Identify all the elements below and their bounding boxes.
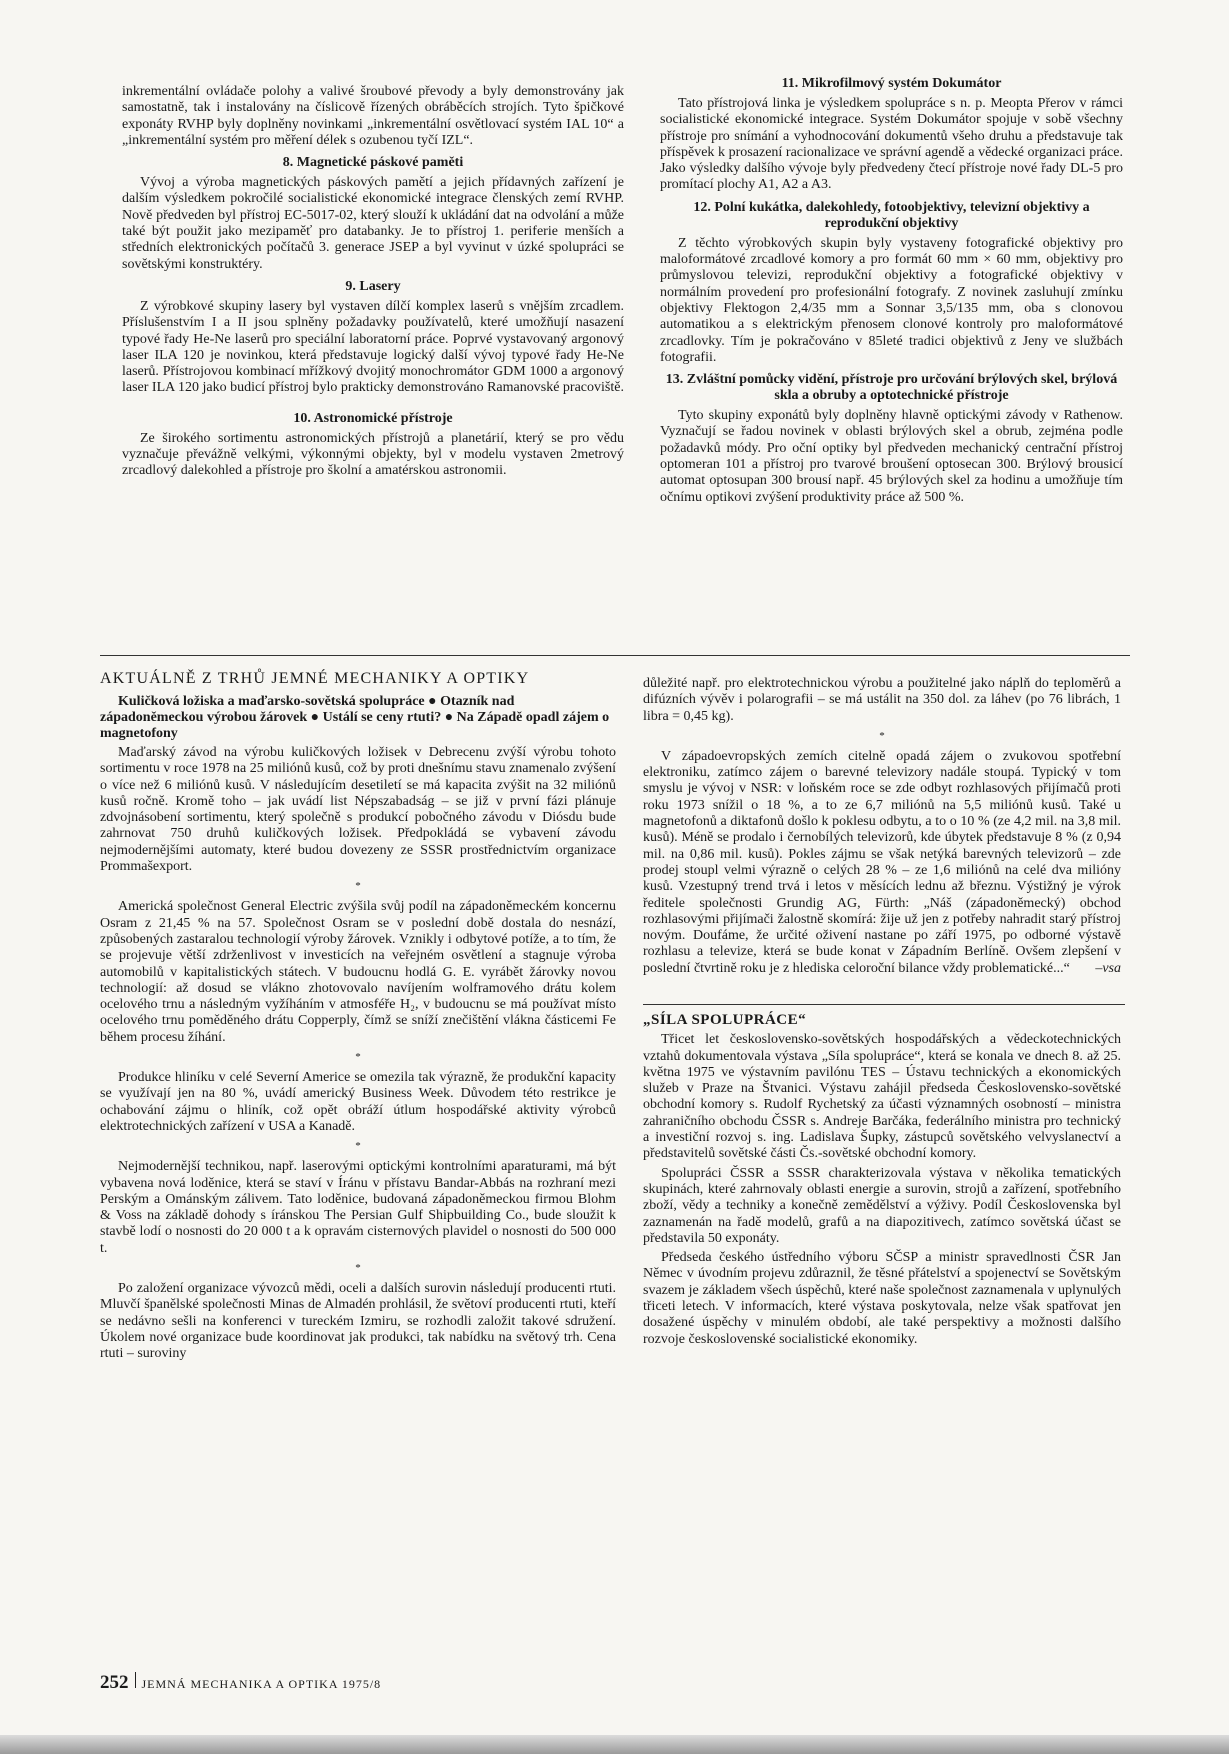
intro-paragraph: inkrementální ovládače polohy a valivé šroubové převody a byly demonstrovány jak samostatně, tak i instalovány na číslicově řízených obráběcích strojích. Tyto špičkové exponáty RVHP byly doplněny novinkami „inkrementální osvětlovací systém IAL 10“ a „inkrementální systém pro měření délek s ozubenou tyčí IZL“. [122, 84, 624, 148]
section-8-text: Vývoj a výroba magnetických páskových pamětí a jejich přídavných zařízení je dalším výsledkem pokročilé socialistické ekonomické integrace členských zemí RVHP. Nově předveden byl přístroj EC-5017-02, který slouží k ukládání dat na odvolání a může také být použit jako mezipaměť pro databanky. Je to přístroj 1. periferie menších a středních elektronických počítačů 3. generace JSEP a byl vyvinut v úzké spolupráci se sovětskými konstruktéry. [122, 175, 624, 272]
page-number: 252 [100, 1672, 129, 1693]
section-13-text: Tyto skupiny exponátů byly doplněny hlavně optickými závody v Rathenow. Vyznačují se řadou novinek v oblasti brýlových skel a obrub, zejména podle požadavků módy. Pro oční optiky byl předveden mechanický centrační přístroj optomeran 101 a přístroj pro tvarové broušení optosecan 300. Brýlový brousicí automat optosupan 300 brousí např. 45 brýlových skel za hodinu a umožňuje tím očnímu optikovi zvýšení produktivity práce až 500 %. [660, 408, 1123, 505]
page-footer [100, 1672, 381, 1694]
section-12-title: 12. Polní kukátka, dalekohledy, fotoobjektivy, televizní objektivy a reprodukční objektivy [693, 199, 1090, 231]
sila-spoluprace-article [643, 1012, 1121, 1351]
top-left-column [122, 84, 624, 483]
market-news-column [100, 670, 616, 1366]
separator-star: * [355, 1140, 361, 1153]
market-section-title: AKTUÁLNĚ Z TRHŮ JEMNÉ MECHANIKY A OPTIKY [100, 670, 530, 687]
article-divider [643, 1004, 1125, 1005]
market-paragraph-5-continued: důležité např. pro elektrotechnickou výrobu a použitelné jako náplň do teploměrů a difúzních vývěv i polarografii – se má ustálit na 350 dol. za láhev (po 76 librách, 1 libra = 0,45 kg). [643, 676, 1121, 724]
separator-star: * [355, 880, 361, 893]
market-paragraph-4: Nejmodernější technikou, např. laserovými optickými kontrolními aparaturami, má být vybavena nová loděnice, která se staví v Íránu v přístavu Bandar-Abbás na rozhraní mezi Perským a Ománským zálivem. Tato loděnice, budovaná západoněmeckou firmou Blohm & Voss na základě dohody s íránskou The Persian Gulf Shipbuilding Co., bude sloužit k stavbě lodí o nosnosti do 20 000 t a k opravám cisternových plavidel o nosnosti do 500 000 t. [100, 1159, 616, 1256]
section-10-text: Ze širokého sortimentu astronomických přístrojů a planetárií, který se pro vědu vyznačuje převážně velkými, výkonnými objekty, byl v modelu vystaven 2metrový zrcadlový dalekohled a přístroje pro školní a amatérskou astronomii. [122, 430, 624, 479]
section-12-text: Z těchto výrobkových skupin byly vystaveny fotografické objektivy pro maloformátové zrcadlové komory a pro formát 60 mm × 60 mm, objektivy pro průmyslovou televizi, reprodukční objektivy a fotografické objektivy v normálním provedení pro profesionální fotografy. Z novinek zasluhují zmínku objektivy Flektogon 2,4/35 mm a Sonnar 3,5/135 mm, oba s clonovou automatikou a s elektrickým přenosem clonové kontroly pro maloformátové zrcadlovky. Tím je pokračováno v 85leté tradici objektivů z Jeny ve službách fotografii. [660, 235, 1123, 365]
section-9-title: 9. Lasery [345, 278, 401, 294]
scan-edge-shadow [0, 1735, 1229, 1754]
market-paragraph-5: Po založení organizace vývozců mědi, oceli a dalších surovin následují producenti rtuti. Mluvčí španělské společnosti Minas de Almadén prohlásil, že světoví producenti rtuti, kteří se nedávno sešli na konferenci v tureckém Izmiru, se rozhodli založit takové sdružení. Úkolem nové organizace bude koordinovat jak produkci, tak nabídku na světový trh. Cena rtuti – suroviny [100, 1281, 616, 1362]
market-lead: Kuličková ložiska a maďarsko-sovětská spolupráce ● Otazník nad západoněmeckou výrobou žárovek ● Ustálí se ceny rtuti? ● Na Západě opadl zájem o magnetofony [100, 694, 610, 741]
sila-paragraph-1: Třicet let československo-sovětských hospodářských a vědeckotechnických vztahů dokumentovala výstava „Síla spolupráce“, která se konala ve dnech 8. až 25. května 1975 ve výstavním pavilónu TES – Ústavu technických a ekonomických služeb v Praze na Štvanici. Výstavu zahájil předseda Československo-sovětské obchodní komory s. Rudolf Rychetský za účasti významných osobností – ministra zahraničního obchodu ČSSR s. Andreje Barčáka, federálního ministra pro technický a investiční rozvoj s. ing. Ladislava Šupky, zástupců sovětského velvyslanectví a představitelů sovětské části Čs.-sovětské obchodní komory. [643, 1032, 1121, 1162]
section-13-title: 13. Zvláštní pomůcky vidění, přístroje pro určování brýlových skel, brýlová skla a obruby a optotechnické přístroje [665, 372, 1118, 404]
sila-article-title: „SÍLA SPOLUPRÁCE“ [643, 1012, 807, 1028]
author-signature: –vsa [1095, 960, 1121, 976]
section-8-title: 8. Magnetické páskové paměti [282, 155, 464, 171]
separator-star: * [355, 1051, 361, 1064]
sila-paragraph-3: Předseda českého ústředního výboru SČSP a ministr spravedlnosti ČSR Jan Němec v úvodním projevu zdůraznil, že těsné přátelství a spojenectví se Sovětským svazem je základem všech úspěchů, které naše společnost zaznamenala v uplynulých třiceti letech. V informacích, které výstava poskytovala, nelze však spatřovat jen dosažené úspěchy v minulém období, ale také perspektivy a možnosti dalšího rozvoje československé socialistické ekonomiky. [643, 1250, 1121, 1347]
separator-star: * [879, 729, 885, 742]
journal-name: JEMNÁ MECHANIKA A OPTIKA 1975/8 [141, 1677, 382, 1691]
footer-divider [135, 1672, 136, 1688]
separator-star: * [355, 1262, 361, 1275]
section-11-text: Tato přístrojová linka je výsledkem spolupráce s n. p. Meopta Přerov v rámci socialistické ekonomické integrace. Systém Dokumátor spojuje v sobě všechny přístroje pro snímání a vyhodnocování dokumentů všeho druhu a představuje tak příspěvek k prosazení racionalizace ve správní agendě a vědecké organizaci práce. Jako výsledky dalšího vývoje byly předvedeny čtecí přístroje nové řady DL-5 pro promítací plochy A1, A2 a A3. [660, 96, 1123, 193]
market-news-continued [643, 676, 1121, 980]
section-10-title: 10. Astronomické přístroje [293, 410, 453, 426]
section-9-text: Z výrobkové skupiny lasery byl vystaven dílčí komplex laserů s vnějším zrcadlem. Příslušenstvím I a II jsou splněny požadavky používatelů, které umožňují nasazení typové řady He-Ne laserů pro speciální laboratorní práce. Poprvé vystavovaný argonový laser ILA 120 je novinkou, která představuje logický další vývoj typové řady He-Ne laserů. Přístrojovou kombinací mřížkový dvojitý monochromátor GDM 1000 a argonový laser ILA 120 jako budicí přístroj bylo prakticky demonstrováno Ramanovské pracoviště. [122, 298, 624, 396]
horizontal-divider [100, 655, 1130, 656]
section-11-title: 11. Mikrofilmový systém Dokumátor [781, 76, 1002, 91]
market-paragraph-2: Americká společnost General Electric zvýšila svůj podíl na západoněmeckém koncernu Osram z 21,45 % na 57. Společnost Osram se v poslední době dostala do nesnází, způsobených zastaralou technologií výroby žárovek. Vznikly i odbytové potíže, a to tím, že se projevuje větší zdrženlivost v investicích na veřejném osvětlení a stagnuje výroba automobilů v kapitalistických státech. V budoucnu hodlá G. E. vyrábět žárovky novou technologií: až dosud se vlákno zhotovovalo navíjením wolframového drátu kolem ocelového trnu a následným vyžíháním v atmosféře H₂, v budoucnu se má používat místo ocelového trnu poměděného drátu Copperply, čímž se sníží znečištění vlákna částicemi Fe během procesu žíhání. [100, 899, 616, 1045]
market-paragraph-1: Maďarský závod na výrobu kuličkových ložisek v Debrecenu zvýší výrobu tohoto sortimentu v roce 1978 na 25 miliónů kusů, což by proti dnešnímu stavu znamenalo zvýšení o více než 6 miliónů kusů. V následujícím desetiletí se má kapacita zvýšit na 32 miliónů kusů ročně. Kromě toho – jak uvádí list Népszabadság – se již v první fázi plánuje zdvojnásobení sortimentu, který společně s produkcí pobočného závodu v Diósdu bude zahrnovat 750 druhů kuličkových ložisek. Předpokládá se vybavení závodu nejmodernějšími automaty, které budou dovezeny ze SSSR prostřednictvím organizace Prommašexport. [100, 745, 616, 875]
market-paragraph-3: Produkce hliníku v celé Severní Americe se omezila tak výrazně, že produkční kapacity se využívají jen na 80 %, uvádí americký Business Week. Důvodem této restrikce je ochabování zájmu o hliník, což opět obráží útlum hospodářské aktivity výrobců elektrotechnických zařízení v USA a Kanadě. [100, 1070, 616, 1134]
market-paragraph-6 [643, 749, 1121, 977]
market-paragraph-6-text: V západoevropských zemích citelně opadá zájem o zvukovou spotřební elektroniku, zatímco zájem o barevné televizory nadále stoupá. Typický v tom smyslu je vývoj v NSR: v loňském roce se zde odbyt rozhlasových přijímačů proti roku 1973 snížil o 18 %, a to ze 6,7 miliónů na 5,5 miliónů kusů. Také u magnetofonů a diktafonů došlo k poklesu odbytu, a to o 10 % (ze 4,2 mil. na 3,8 mil. kusů). Méně se prodalo i černobílých televizorů, kde úbytek představuje 8 % (z 0,94 mil. na 0,86 mil. kusů). Pokles zájmu se však netýká barevných televizorů – zde prodej stoupl velmi výrazně o celých 28 % – ze 1,6 miliónů na celé dva milióny kusů. Vzestupný trend trvá i letos v měsících lednu až březnu. Výstižný je výrok ředitele společnosti Grundig AG, Fürth: „Náš (západoněmecký) obchod rozhlasovými přijímači žalostně skomírá: žije už jen z potřeby nahradit starý přístroj novým. Doufáme, že určité oživení nastane po září 1975, po odborné výstavě rozhlasu a televize, která se bude konat v Západním Berlíně. Ovšem zlepšení v poslední čtvrtině roku je z hlediska celoroční bilance vždy problematické...“ [643, 748, 1121, 976]
sila-paragraph-2: Spolupráci ČSSR a SSSR charakterizovala výstava v několika tematických skupinách, které zahrnovaly oblasti energie a surovin, strojů a zařízení, spotřebního zboží, vědy a techniky a konečně zemědělství a výživy. Podíl Československa byl zaznamenán na řadě modelů, grafů a na diapozitivech, zatímco sovětská účast se představila 50 exponáty. [643, 1165, 1121, 1246]
top-right-column [660, 76, 1123, 509]
